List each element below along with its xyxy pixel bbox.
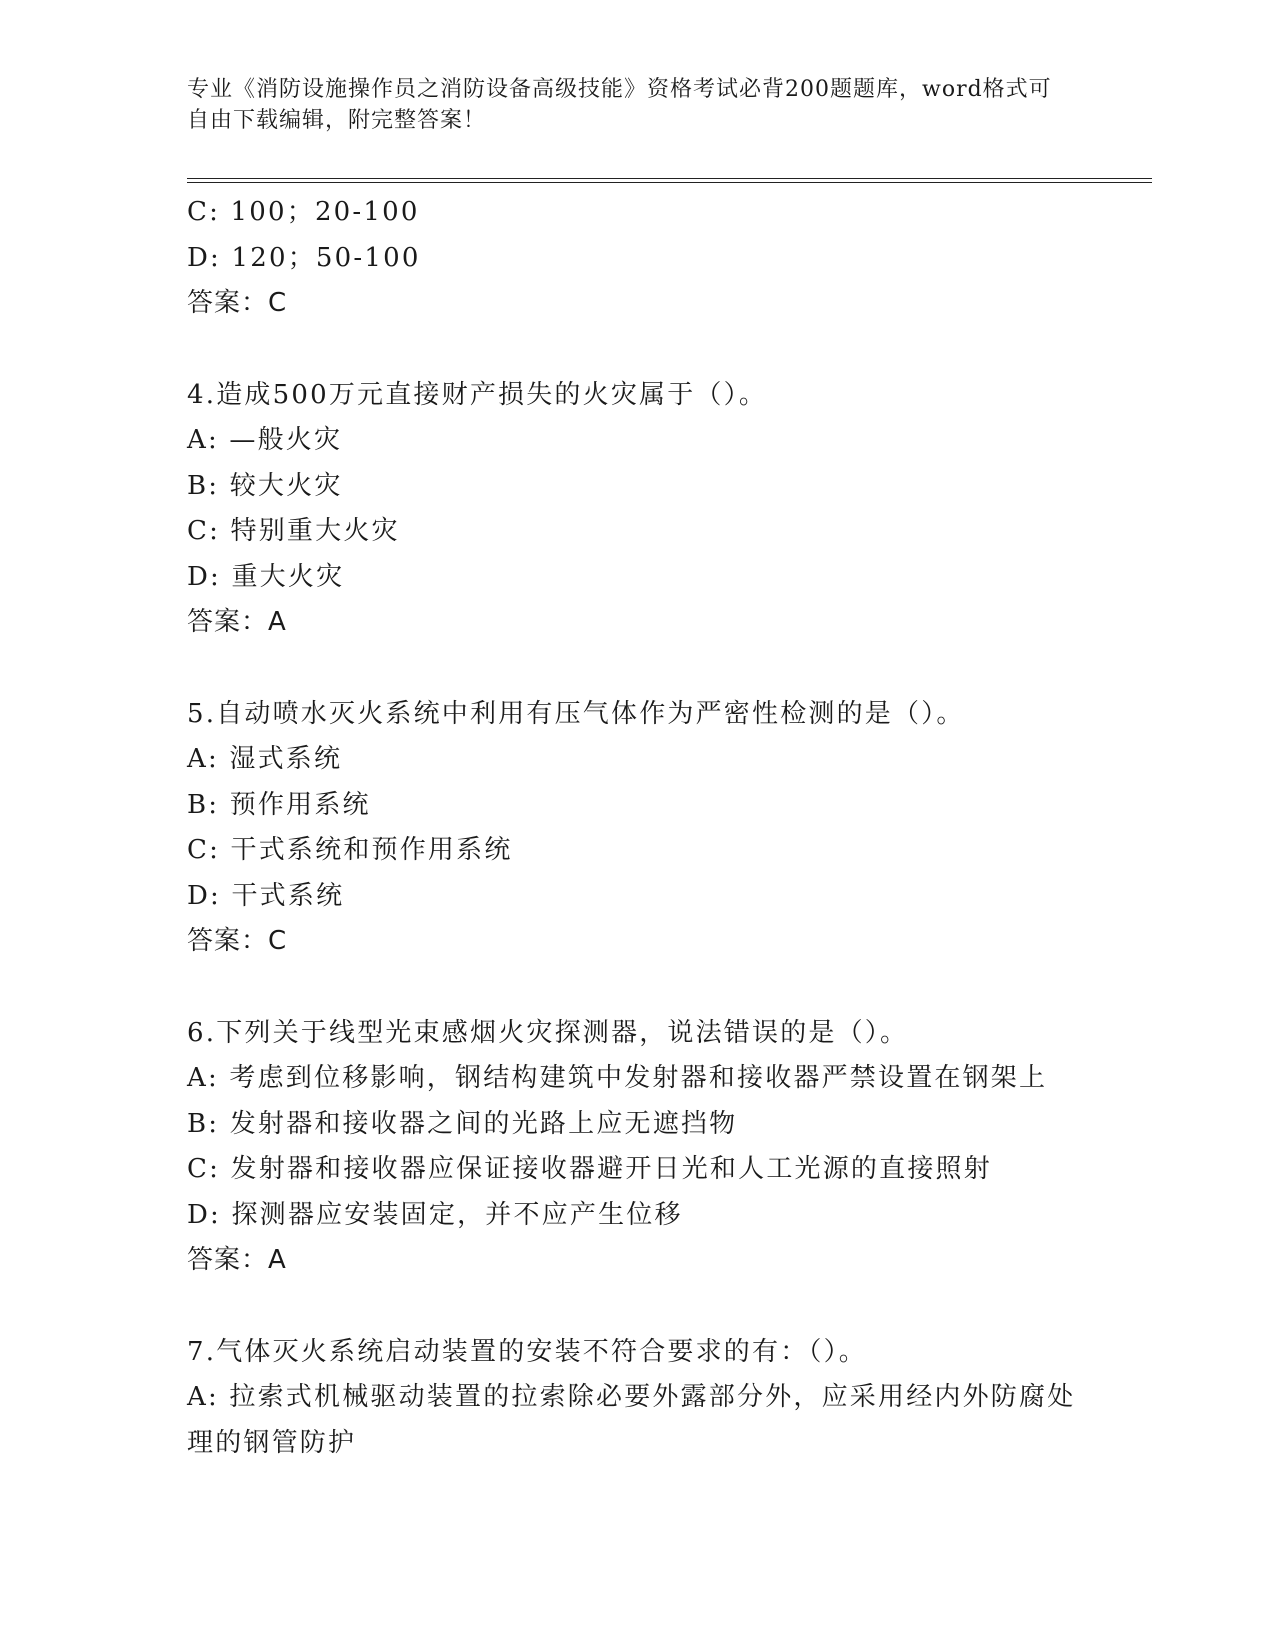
option-b: B: 较大火灾	[187, 470, 343, 501]
option-b: B: 发射器和接收器之间的光路上应无遮挡物	[187, 1108, 738, 1139]
answer-line: 答案：A	[187, 607, 287, 637]
option-b: B: 预作用系统	[187, 789, 371, 820]
option-c: C: 发射器和接收器应保证接收器避开日光和人工光源的直接照射	[187, 1154, 992, 1184]
option-c: C: 特别重大火灾	[187, 516, 400, 546]
option-a: A: 考虑到位移影响，钢结构建筑中发射器和接收器严禁设置在钢架上	[187, 1063, 1048, 1093]
document-header: 专业《消防设施操作员之消防设备高级技能》资格考试必背200题题库，word格式可自由下载编辑，附完整答案！	[187, 77, 1052, 133]
question-stem: 6.下列关于线型光束感烟火灾探测器，说法错误的是（）。	[187, 1017, 909, 1048]
question-4	[187, 373, 1087, 646]
question-stem: 5.自动喷水灭火系统中利用有压气体作为严密性检测的是（）。	[187, 698, 965, 729]
option-a: A: 拉索式机械驱动装置的拉索除必要外露部分外，应采用经内外防腐处理的钢管防护	[187, 1382, 1076, 1458]
question-6	[187, 1011, 1087, 1284]
option-c: C: 100；20-100	[187, 197, 420, 227]
answer-line: 答案：A	[187, 1245, 287, 1275]
answer-line: 答案：C	[187, 288, 288, 318]
answer-line: 答案：C	[187, 926, 288, 956]
option-d: D: 探测器应安装固定，并不应产生位移	[187, 1199, 683, 1230]
question-7	[187, 1330, 1087, 1467]
question-stem: 4.造成500万元直接财产损失的火灾属于（）。	[187, 379, 768, 410]
question-5	[187, 692, 1087, 965]
option-c: C: 干式系统和预作用系统	[187, 835, 513, 865]
option-d: D: 干式系统	[187, 880, 345, 911]
option-a: A: —般火灾	[187, 425, 343, 455]
option-a: A: 湿式系统	[187, 744, 343, 774]
question-3-tail	[187, 190, 1087, 327]
header-divider-bottom	[187, 182, 1152, 183]
header-divider-top	[187, 178, 1152, 179]
option-d: D: 120；50-100	[187, 242, 421, 273]
question-stem: 7.气体灭火系统启动装置的安装不符合要求的有：（）。	[187, 1336, 868, 1367]
question-list	[187, 190, 1087, 1466]
option-d: D: 重大火灾	[187, 561, 345, 592]
